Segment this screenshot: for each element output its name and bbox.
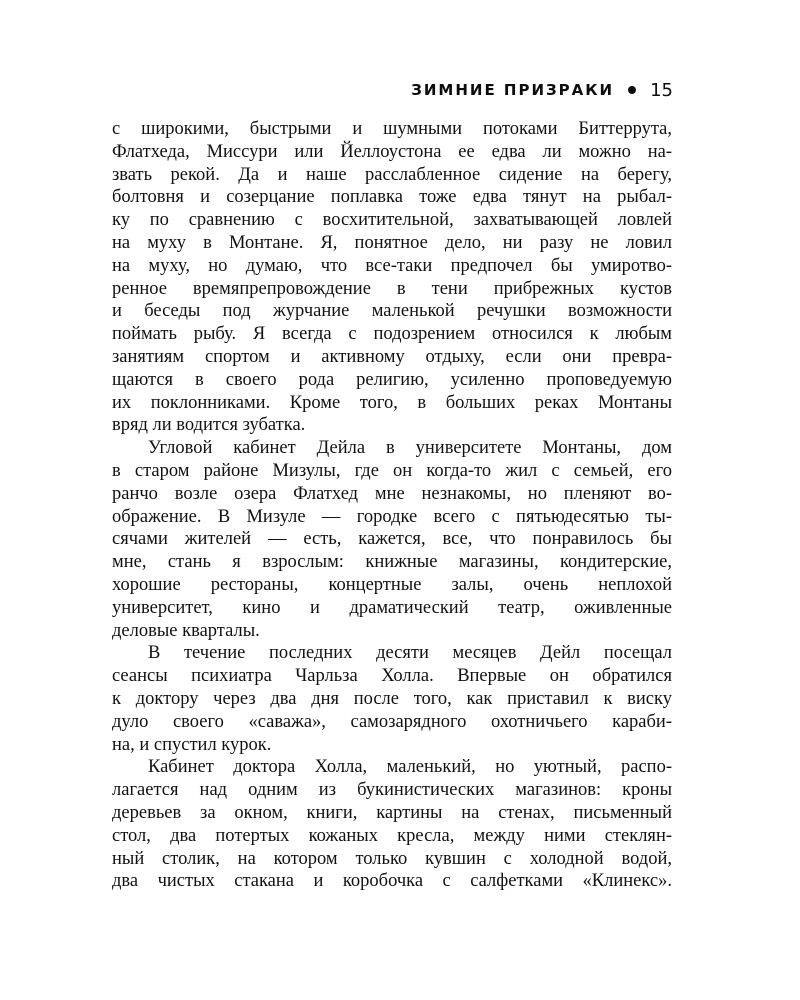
text-line: Флатхеда, Миссури или Йеллоустона ее едва ли можно на-: [112, 141, 672, 162]
text-line: болтовня и созерцание поплавка тоже едва тянут на рыбал-: [112, 187, 672, 208]
text-line: щаются в своего рода религию, усиленно проповедуемую: [112, 369, 672, 390]
text-line: лагается над одним из букинистических магазинов: кроны: [112, 780, 672, 801]
running-title: ЗИМНИЕ ПРИЗРАКИ: [411, 81, 615, 99]
text-line: на муху в Монтане. Я, понятное дело, ни разу не ловил: [112, 232, 672, 253]
text-line: занятиям спортом и активному отдыху, если они превра-: [112, 346, 672, 367]
text-line: Угловой кабинет Дейла в университете Монтаны, дом: [148, 438, 672, 459]
text-line: мне, стань я взрослым: книжные магазины, кондитерские,: [112, 552, 672, 573]
text-line: деловые кварталы.: [112, 620, 260, 641]
text-line: звать рекой. Да и наше расслабленное сидение на берегу,: [112, 164, 672, 185]
running-header: [112, 76, 673, 104]
text-line: ренное времяпрепровождение в тени прибрежных кустов: [112, 278, 672, 299]
text-line: сячами жителей — есть, кажется, все, что понравилось бы: [112, 529, 672, 550]
bullet-separator: [628, 86, 636, 94]
text-line: стол, два потертых кожаных кресла, между ними стеклян-: [112, 825, 672, 846]
text-line: дуло своего «саважа», самозарядного охотничьего караби-: [112, 711, 672, 732]
body-text: [112, 118, 672, 893]
text-line: на муху, но думаю, что все-таки предпочел бы умиротво-: [112, 255, 672, 276]
text-line: в старом районе Мизулы, где он когда-то жил с семьей, его: [112, 460, 672, 481]
text-line: ранчо возле озера Флатхед мне незнакомы, но пленяют во-: [112, 483, 672, 504]
text-line: ображение. В Мизуле — городке всего с пятьюдесятью ты-: [112, 506, 672, 527]
page-number: 15: [650, 79, 673, 101]
text-line: поймать рыбу. Я всегда с подозрением относился к любым: [112, 324, 672, 345]
text-line: к доктору через два дня после того, как приставил к виску: [112, 688, 672, 709]
text-line: хорошие рестораны, концертные залы, очень неплохой: [112, 574, 672, 595]
text-line: сеансы психиатра Чарльза Холла. Впервые он обратился: [112, 666, 672, 687]
text-line: с широкими, быстрыми и шумными потоками Биттеррута,: [112, 119, 672, 139]
text-line: их поклонниками. Кроме того, в больших реках Монтаны: [112, 392, 672, 413]
text-line: В течение последних десяти месяцев Дейл посещал: [148, 643, 672, 664]
text-line: ку по сравнению с восхитительной, захватывающей ловлей: [112, 210, 672, 231]
text-line: Кабинет доктора Холла, маленький, но уютный, распо-: [148, 757, 672, 778]
text-line: и беседы под журчание маленькой речушки возможности: [112, 301, 672, 322]
text-line: два чистых стакана и коробочка с салфетками «Клинекс».: [112, 871, 672, 892]
text-line: ный столик, на котором только кувшин с холодной водой,: [112, 848, 672, 869]
text-line: университет, кино и драматический театр, оживленные: [112, 597, 672, 618]
text-line: деревьев за окном, книги, картины на стенах, письменный: [112, 802, 672, 823]
text-line: на, и спустил курок.: [112, 734, 272, 755]
text-line: вряд ли водится зубатка.: [112, 415, 306, 436]
